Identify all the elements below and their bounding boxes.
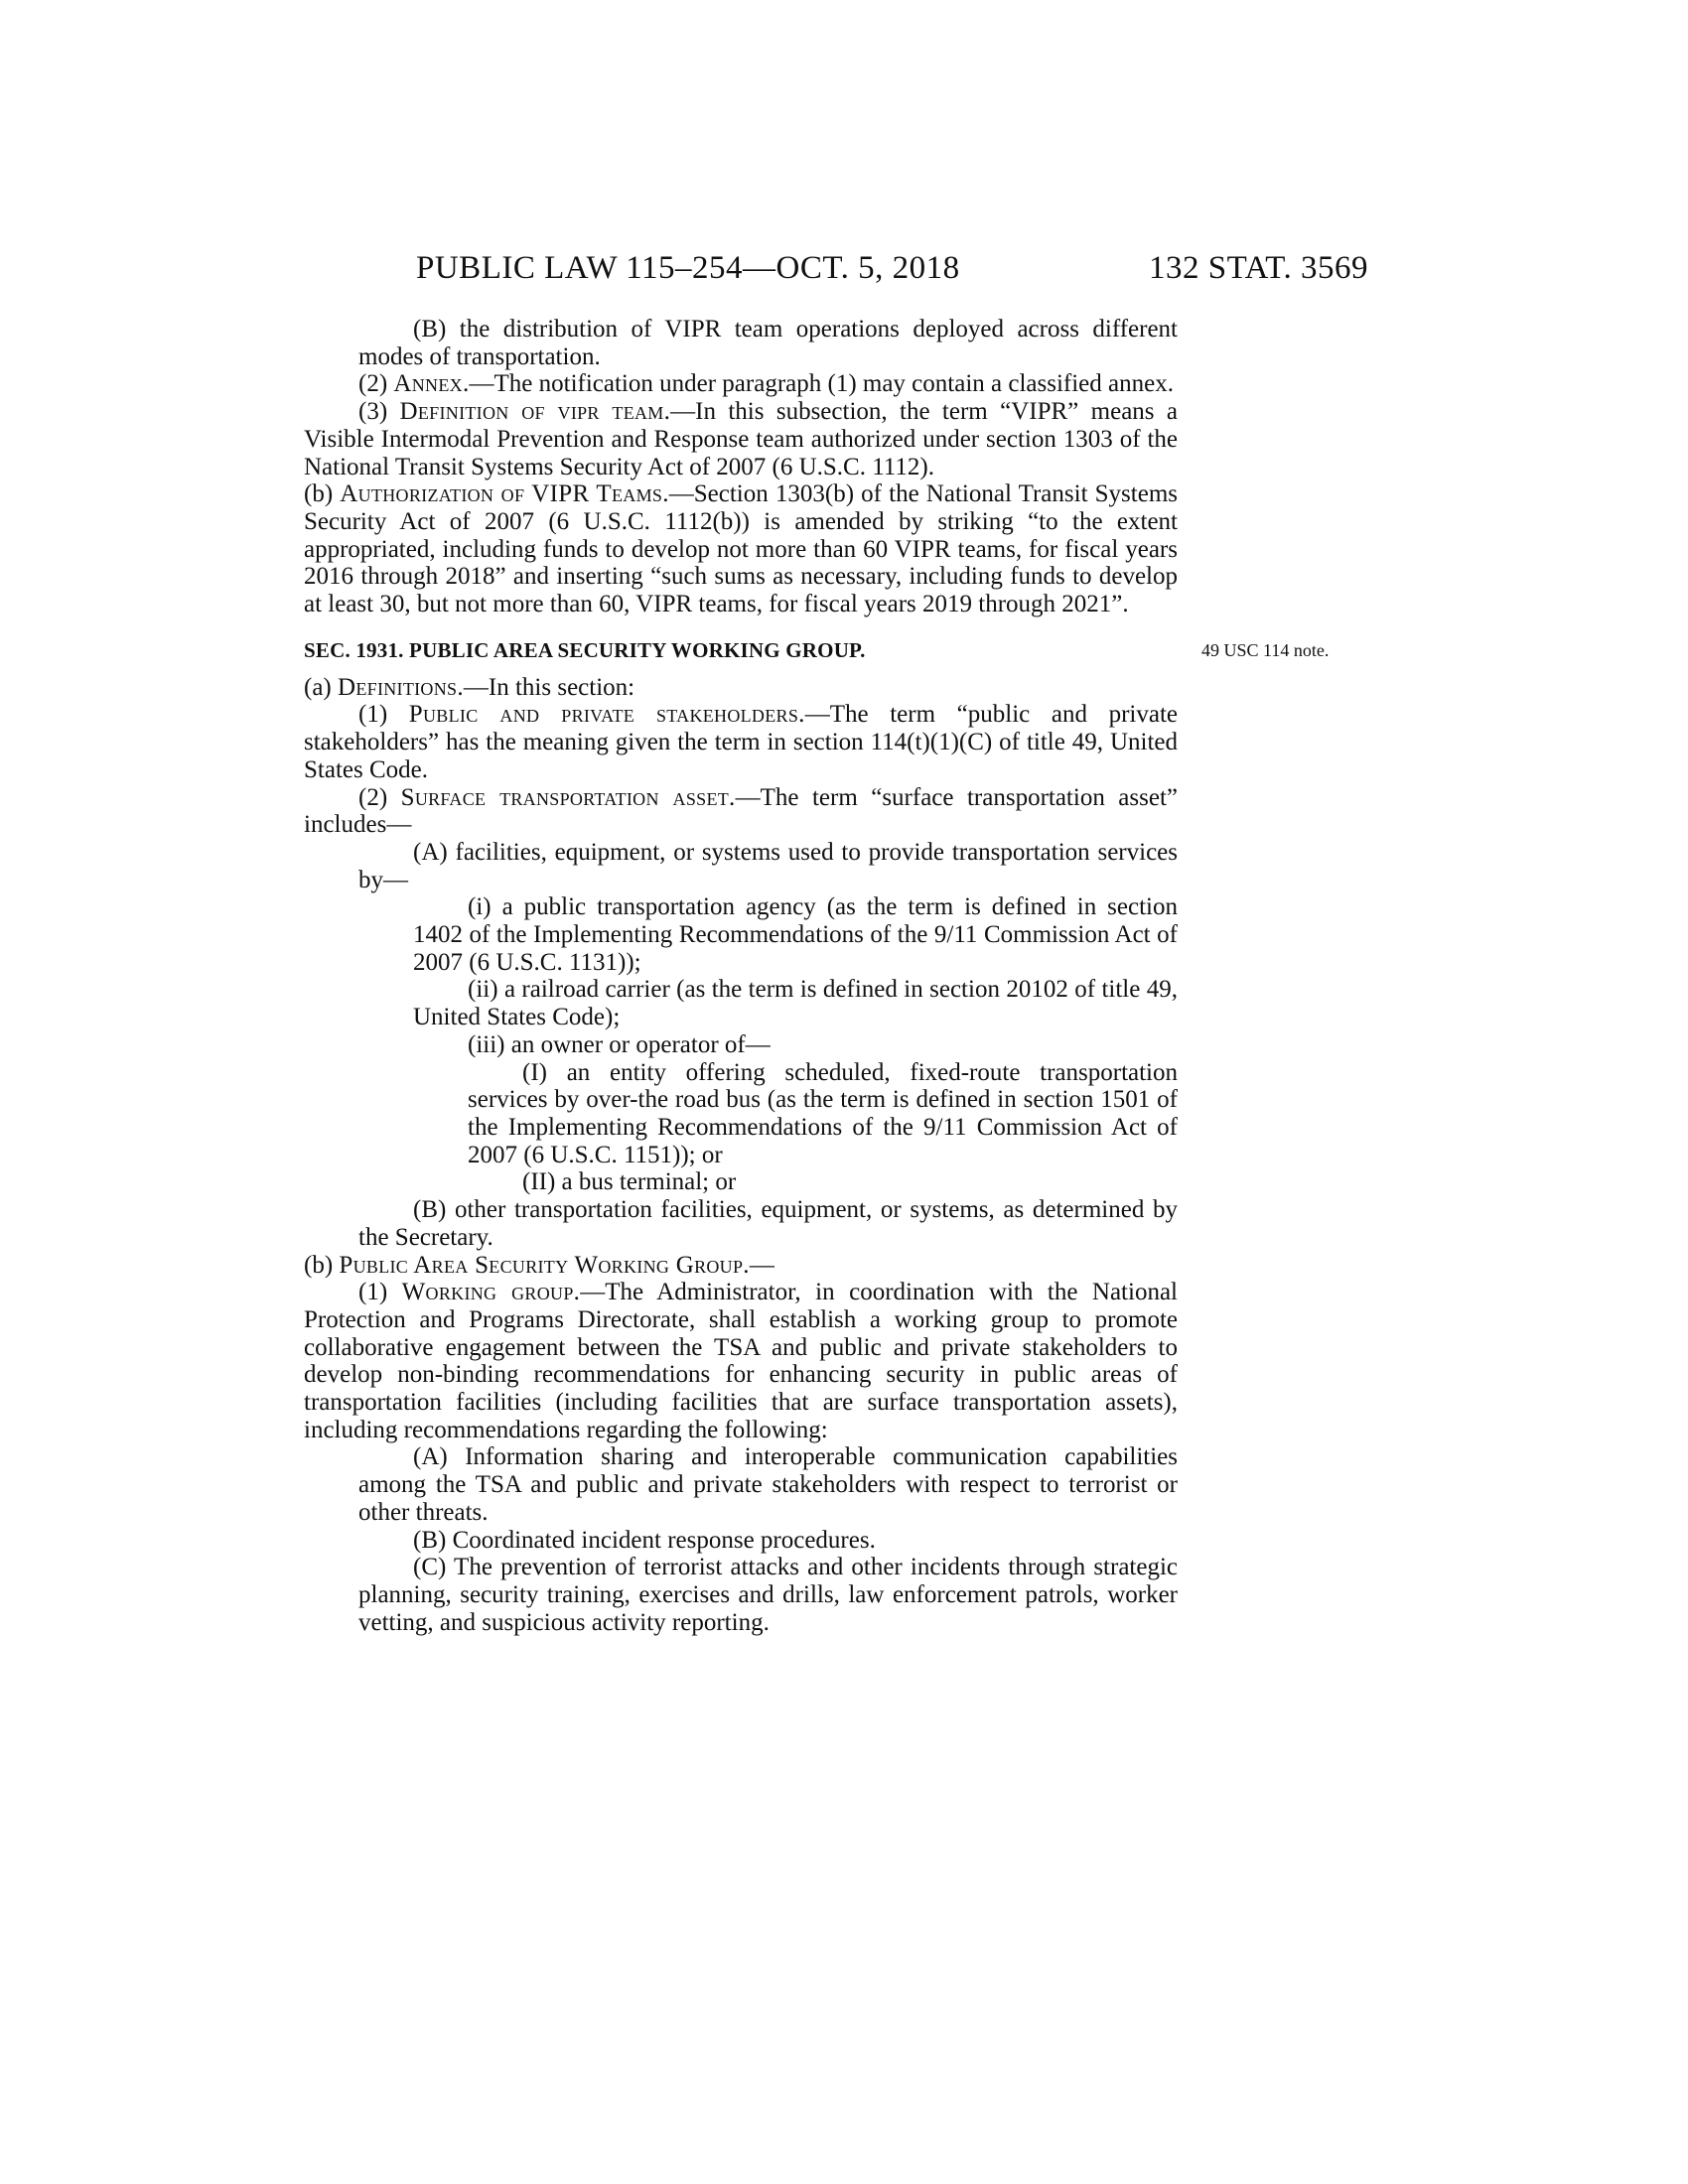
paragraph-number: (b) xyxy=(304,480,341,508)
paragraph-number: (a) xyxy=(304,673,338,701)
paragraph-heading: Public and private stakeholders. xyxy=(408,701,805,729)
paragraph-text: —The Administrator, in coordination with the National Protection and Programs Directorate, shall establish a working group to promote collaborative engagement between the TSA and public and private stakeholders to develop non-binding recommendations for enhancing security in public areas of transportation facilities (including facilities that are surface transportation assets), including recommendations regarding the following: xyxy=(304,1279,1178,1443)
running-header-page-ref: 132 STAT. 3569 xyxy=(1149,250,1369,286)
paragraph-text: —The notification under paragraph (1) may contain a classified annex. xyxy=(469,370,1174,398)
paragraph-1b-distribution: (B) the distribution of VIPR team operations deployed across different modes of transportation. xyxy=(358,316,1178,370)
paragraph-text: —Section 1303(b) of the National Transit Systems Security Act of 2007 (6 U.S.C. 1112(b)) is amended by striking “to the extent appropriated, including funds to develop not more than 60 VIPR teams, for fiscal years 2016 through 2018” and inserting “such sums as necessary, including funds to develop at least 30, but not more than 60, VIPR teams, for fiscal years 2019 through 2021”. xyxy=(304,480,1179,618)
paragraph-number: (b) xyxy=(304,1251,340,1279)
clause-a2Aiii: (iii) an owner or operator of— xyxy=(468,1030,771,1058)
subparagraph-b1B: (B) Coordinated incident response procedures. xyxy=(413,1526,876,1554)
paragraph-heading: Definition of vipr team. xyxy=(399,398,671,426)
paragraph-b-authorization xyxy=(304,480,1178,618)
paragraph-number: (3) xyxy=(358,398,400,426)
paragraph-number: (2) xyxy=(358,370,394,398)
margin-note: 49 USC 114 note. xyxy=(1201,639,1330,660)
paragraph-heading: Public Area Security Working Group. xyxy=(339,1251,750,1279)
paragraph-text: —The term “public and private stakeholders” has the meaning given the term in section 114(t)(1)(C) of title 49, United States Code. xyxy=(304,701,1179,783)
paragraph-heading: Definitions. xyxy=(338,673,464,701)
subparagraph-b1C: (C) The prevention of terrorist attacks and other incidents through strategic planning, security training, exercises and drills, law enforcement patrols, worker vetting, and suspicious activity reporting. xyxy=(358,1554,1178,1636)
paragraph-text: — xyxy=(749,1251,774,1279)
subclause-a2AiiiII: (II) a bus terminal; or xyxy=(522,1168,737,1196)
paragraph-3-definition xyxy=(304,398,1178,480)
section-title: SEC. 1931. PUBLIC AREA SECURITY WORKING GROUP. xyxy=(304,637,866,662)
paragraph-heading: Authorization of VIPR Teams. xyxy=(340,480,669,508)
subparagraph-a2A: (A) facilities, equipment, or systems used to provide transportation services by— xyxy=(358,838,1178,893)
clause-a2Aii: (ii) a railroad carrier (as the term is defined in section 20102 of title 49, United States Code); xyxy=(413,976,1178,1031)
paragraph-heading: Annex. xyxy=(393,370,470,398)
paragraph-heading: Surface transportation asset. xyxy=(400,783,736,811)
paragraph-a2-asset xyxy=(304,784,1178,839)
paragraph-b1-working-group xyxy=(304,1279,1178,1443)
subsection-b-working-group xyxy=(304,1252,1178,1280)
paragraph-number: (2) xyxy=(358,783,401,811)
running-header-title: PUBLIC LAW 115–254—OCT. 5, 2018 xyxy=(416,250,960,286)
clause-a2Ai: (i) a public transportation agency (as the term is defined in section 1402 of the Implementing Recommendations of the 9/11 Commission Act of 2007 (6 U.S.C. 1131)); xyxy=(413,893,1178,976)
paragraph-2-annex xyxy=(304,370,1178,398)
paragraph-a1-stakeholders xyxy=(304,701,1178,783)
paragraph-text: —The term “surface transportation asset” includes— xyxy=(304,783,1178,839)
paragraph-text: —In this subsection, the term “VIPR” means a Visible Intermodal Prevention and Response team authorized under section 1303 of the National Transit Systems Security Act of 2007 (6 U.S.C. 1112). xyxy=(304,398,1178,480)
paragraph-heading: Working group. xyxy=(401,1279,581,1306)
body-text xyxy=(304,316,1330,1636)
paragraph-number: (1) xyxy=(358,701,409,729)
paragraph-text: —In this section: xyxy=(463,673,635,701)
paragraph-number: (1) xyxy=(358,1279,402,1306)
subparagraph-b1A: (A) Information sharing and interoperable communication capabilities among the TSA and public and private stakeholders with respect to terrorist or other threats. xyxy=(358,1443,1178,1526)
subsection-a-definitions xyxy=(304,674,1178,702)
subparagraph-a2B: (B) other transportation facilities, equipment, or systems, as determined by the Secretary. xyxy=(358,1196,1178,1251)
subclause-a2AiiiI: (I) an entity offering scheduled, fixed-route transportation services by over-the road bus (as the term is defined in section 1501 of the Implementing Recommendations of the 9/11 Commission Act of 2007 (6 U.S.C. 1151)); or xyxy=(468,1058,1178,1168)
section-heading xyxy=(304,636,1330,664)
